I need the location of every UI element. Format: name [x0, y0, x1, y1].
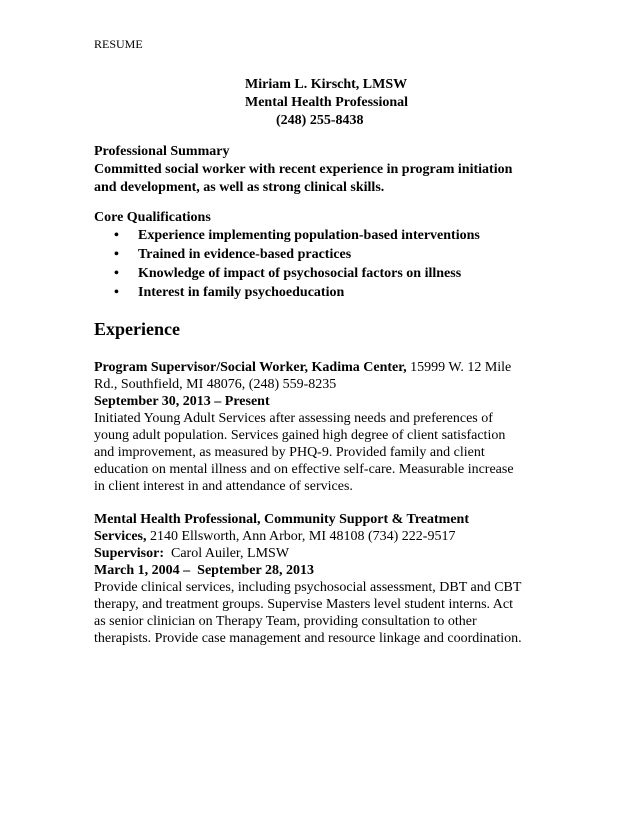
- job-1-address-2: Rd., Southfield, MI 48076, (248) 559-8235: [94, 377, 337, 392]
- candidate-name: Miriam L. Kirscht, LMSW: [245, 77, 408, 92]
- qualifications-list: [94, 226, 480, 302]
- job-1-desc-3: and improvement, as measured by PHQ-9. Provided family and client: [94, 445, 485, 460]
- document-label: RESUME: [94, 37, 143, 51]
- job-2-title-1: Mental Health Professional, Community Support & Treatment: [94, 512, 470, 527]
- summary-line-2: and development, as well as strong clinical skills.: [94, 180, 385, 195]
- job-2-address: 2140 Ellsworth, Ann Arbor, MI 48108 (734) 222-9517: [146, 529, 456, 544]
- job-1-dates: September 30, 2013 – Present: [94, 394, 270, 409]
- job-1-desc-4: education on mental illness and on effective self-care. Measurable increase: [94, 462, 514, 477]
- candidate-phone: (248) 255-8438: [276, 113, 364, 128]
- job-1-desc-5: in client interest in and attendance of services.: [94, 479, 353, 494]
- job-2-desc-3: as senior clinician on Therapy Team, providing consultation to other: [94, 614, 477, 629]
- job-1-desc-1: Initiated Young Adult Services after assessing needs and preferences of: [94, 411, 493, 426]
- job-1-title: Program Supervisor/Social Worker, Kadima Center,: [94, 360, 407, 375]
- list-item: • Experience implementing population-based interventions: [114, 228, 480, 243]
- qualifications-heading: Core Qualifications: [94, 210, 211, 225]
- list-item: • Trained in evidence-based practices: [114, 247, 352, 262]
- job-2-supervisor-label: Supervisor:: [94, 546, 164, 561]
- experience-heading: Experience: [94, 319, 180, 339]
- bullet-icon: •: [114, 285, 119, 300]
- job-2-desc-1: Provide clinical services, including psychosocial assessment, DBT and CBT: [94, 580, 522, 595]
- job-1-desc-2: young adult population. Services gained high degree of client satisfaction: [94, 428, 506, 443]
- summary-line-1: Committed social worker with recent experience in program initiation: [94, 162, 513, 177]
- job-2-supervisor: Carol Auiler, LMSW: [164, 546, 290, 561]
- job-2-desc-4: therapists. Provide case management and resource linkage and coordination.: [94, 631, 522, 646]
- job-1-address-1: 15999 W. 12 Mile: [406, 360, 512, 375]
- job-2-dates: March 1, 2004 – September 28, 2013: [94, 563, 314, 578]
- job-2-desc-2: therapy, and treatment groups. Supervise Masters level student interns. Act: [94, 597, 513, 612]
- job-1-title-line: [94, 359, 511, 377]
- list-item: • Knowledge of impact of psychosocial factors on illness: [114, 266, 462, 281]
- bullet-icon: •: [114, 228, 119, 243]
- summary-heading: Professional Summary: [94, 144, 230, 159]
- job-2-title-line-2: [94, 528, 455, 546]
- candidate-title: Mental Health Professional: [245, 95, 409, 110]
- list-item: • Interest in family psychoeducation: [114, 285, 345, 300]
- job-2-supervisor-line: [94, 545, 289, 563]
- bullet-icon: •: [114, 247, 119, 262]
- bullet-icon: •: [114, 266, 119, 281]
- job-2-title-2: Services,: [94, 529, 147, 544]
